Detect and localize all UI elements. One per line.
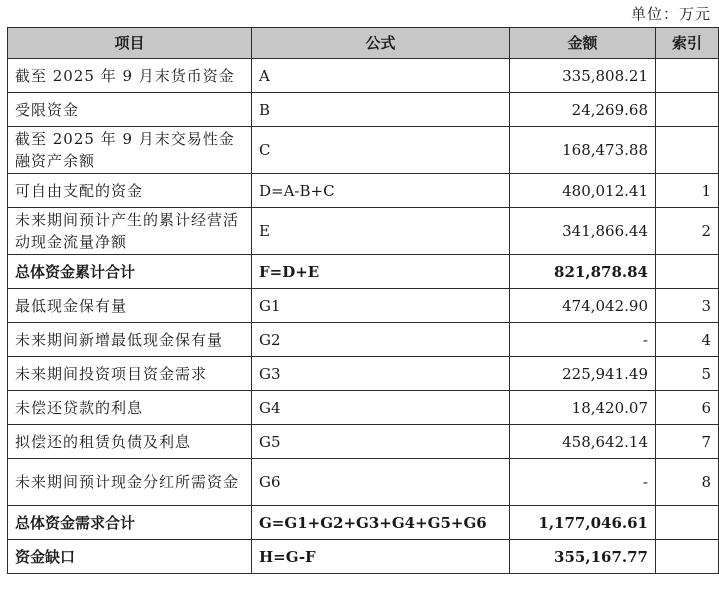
row-index: 7 [656, 425, 719, 459]
row-index [656, 255, 719, 289]
row-amount: 355,167.77 [510, 540, 656, 574]
table-row [8, 208, 719, 255]
row-item: 未来期间新增最低现金保有量 [8, 323, 252, 357]
funding-gap-table [7, 27, 719, 574]
row-formula: G1 [252, 289, 510, 323]
table-row [8, 357, 719, 391]
row-amount: - [510, 323, 656, 357]
table-row [8, 127, 719, 174]
row-formula: G2 [252, 323, 510, 357]
row-formula: A [252, 59, 510, 93]
table-row [8, 289, 719, 323]
row-amount: - [510, 459, 656, 506]
row-formula: G6 [252, 459, 510, 506]
table-row [8, 59, 719, 93]
row-formula: F=D+E [252, 255, 510, 289]
header-formula: 公式 [252, 28, 510, 59]
row-item: 总体资金需求合计 [8, 506, 252, 540]
row-item: 未来期间投资项目资金需求 [8, 357, 252, 391]
row-amount: 1,177,046.61 [510, 506, 656, 540]
row-item: 总体资金累计合计 [8, 255, 252, 289]
row-index [656, 59, 719, 93]
row-item: 最低现金保有量 [8, 289, 252, 323]
row-amount: 168,473.88 [510, 127, 656, 174]
row-index: 2 [656, 208, 719, 255]
row-formula: B [252, 93, 510, 127]
row-amount: 480,012.41 [510, 174, 656, 208]
row-amount: 458,642.14 [510, 425, 656, 459]
row-amount: 341,866.44 [510, 208, 656, 255]
row-index: 4 [656, 323, 719, 357]
row-amount: 474,042.90 [510, 289, 656, 323]
row-index: 5 [656, 357, 719, 391]
row-index [656, 127, 719, 174]
row-item: 截至 2025 年 9 月末交易性金融资产余额 [8, 127, 252, 174]
row-item: 受限资金 [8, 93, 252, 127]
subtotal-row [8, 255, 719, 289]
row-index [656, 93, 719, 127]
table-row [8, 391, 719, 425]
row-index: 3 [656, 289, 719, 323]
row-amount: 18,420.07 [510, 391, 656, 425]
row-amount: 24,269.68 [510, 93, 656, 127]
row-index [656, 506, 719, 540]
row-formula: G5 [252, 425, 510, 459]
header-index: 索引 [656, 28, 719, 59]
row-formula: G4 [252, 391, 510, 425]
header-item: 项目 [8, 28, 252, 59]
row-index: 8 [656, 459, 719, 506]
row-item: 未偿还贷款的利息 [8, 391, 252, 425]
unit-label: 单位：万元 [630, 5, 711, 23]
total-row [8, 540, 719, 574]
row-amount: 335,808.21 [510, 59, 656, 93]
row-amount: 821,878.84 [510, 255, 656, 289]
row-formula: H=G-F [252, 540, 510, 574]
row-amount: 225,941.49 [510, 357, 656, 391]
table-row [8, 174, 719, 208]
header-amount: 金额 [510, 28, 656, 59]
row-index: 1 [656, 174, 719, 208]
table-row [8, 425, 719, 459]
table-row [8, 93, 719, 127]
row-item: 资金缺口 [8, 540, 252, 574]
table-row [8, 459, 719, 506]
row-index [656, 540, 719, 574]
table-header-row [8, 28, 719, 59]
row-formula: E [252, 208, 510, 255]
row-formula: G3 [252, 357, 510, 391]
subtotal-row [8, 506, 719, 540]
row-item: 可自由支配的资金 [8, 174, 252, 208]
row-index: 6 [656, 391, 719, 425]
row-item: 拟偿还的租赁负债及利息 [8, 425, 252, 459]
row-formula: G=G1+G2+G3+G4+G5+G6 [252, 506, 510, 540]
row-item: 未来期间预计现金分红所需资金 [8, 459, 252, 506]
table-row [8, 323, 719, 357]
row-item: 截至 2025 年 9 月末货币资金 [8, 59, 252, 93]
row-formula: C [252, 127, 510, 174]
row-formula: D=A-B+C [252, 174, 510, 208]
row-item: 未来期间预计产生的累计经营活动现金流量净额 [8, 208, 252, 255]
